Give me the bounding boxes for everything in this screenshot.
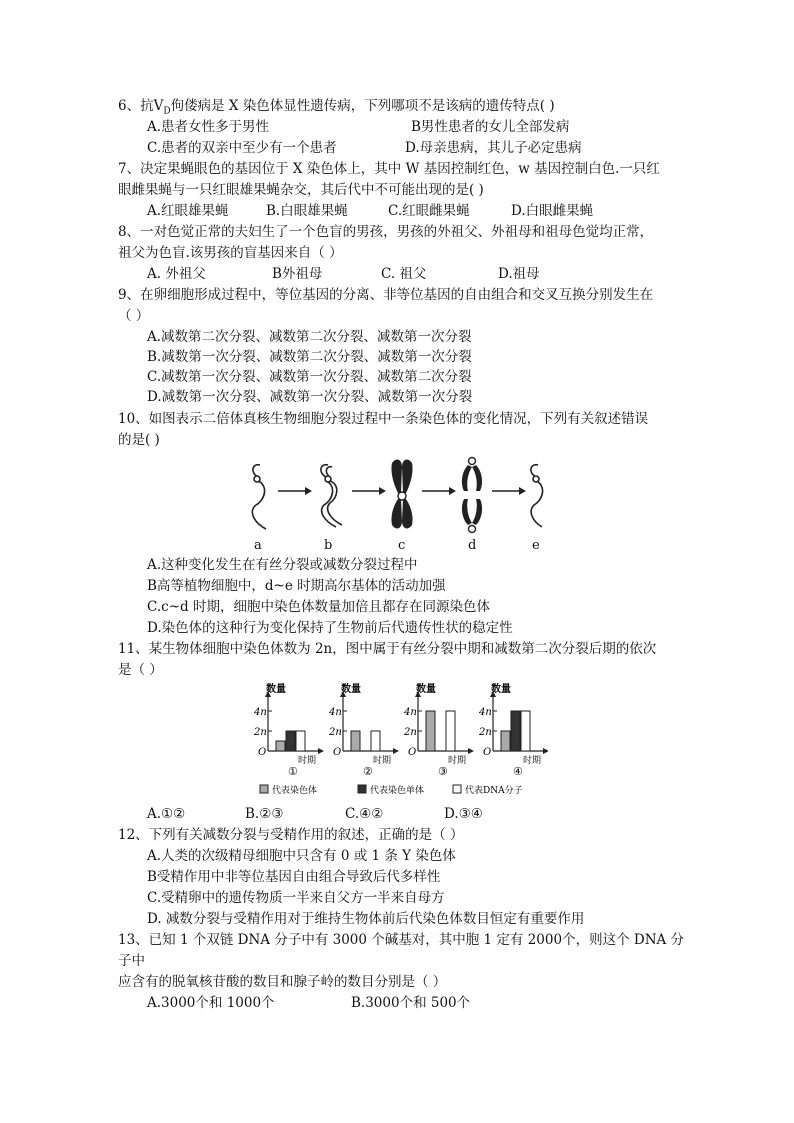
y-axis-label: 数量	[341, 684, 361, 695]
x-axis-arrow	[318, 748, 324, 754]
legend-label: 代表DNA分子	[465, 786, 523, 796]
q7-option-d[interactable]: D.白眼雌果蝇	[511, 203, 594, 219]
x-axis-label: 时期	[523, 756, 542, 766]
q6-option-c[interactable]: C.患者的双亲中至少有一个患者	[147, 140, 337, 156]
bar-④-0	[501, 731, 510, 751]
x-axis-label: 时期	[448, 756, 467, 766]
q9-option-c[interactable]: C.减数第一次分裂、减数第一次分裂、减数第二次分裂	[147, 369, 472, 385]
q13-option-b[interactable]: B.3000个和 500个	[351, 995, 471, 1011]
chromosome-c	[391, 460, 412, 529]
bar-chart-panels	[248, 683, 548, 798]
q8-option-b[interactable]: B外祖母	[272, 266, 323, 282]
legend-swatch	[453, 785, 461, 793]
q9-option-b[interactable]: B.减数第一次分裂、减数第二次分裂、减数第一次分裂	[147, 349, 472, 365]
q9-stem-line1: 9、在卵细胞形成过程中，等位基因的分离、非等位基因的自由组合和交叉互换分别发生在	[118, 287, 654, 303]
q8-stem-line2: 祖父为色盲.该男孩的盲基因来自（ ）	[118, 245, 343, 261]
bar-①-1	[286, 731, 295, 751]
q10-stem-line1: 10、如图表示二倍体真核生物细胞分裂过程中一条染色体的变化情况，下列有关叙述错误	[118, 411, 649, 427]
q7-stem-line2: 眼雌果蝇与一只红眼雄果蝇杂交，其后代中不可能出现的是( )	[118, 182, 484, 198]
q9-option-d[interactable]: D.减数第一次分裂、减数第一次分裂、减数第一次分裂	[147, 389, 473, 405]
q12-option-c[interactable]: C.受精卵中的遗传物质一半来自父方一半来自母方	[147, 890, 445, 906]
diagram-label-b: b	[324, 538, 333, 553]
origin-label: O	[333, 747, 342, 758]
q9-option-a[interactable]: A.减数第二次分裂、减数第二次分裂、减数第一次分裂	[147, 329, 472, 345]
q7-option-b[interactable]: B.白眼雄果蝇	[266, 203, 348, 219]
chromosome-d	[462, 458, 482, 533]
bar-②-0	[351, 731, 360, 751]
chromosome-diagram	[240, 455, 550, 553]
chromosome-b	[321, 465, 336, 527]
q11-option-b[interactable]: B.②③	[245, 806, 284, 822]
q10-option-b[interactable]: B高等植物细胞中，d~e 时期高尔基体的活动加强	[147, 578, 446, 594]
q12-option-b[interactable]: B受精作用中非等位基因自由组合导致后代多样性	[147, 869, 441, 885]
tick-4n: 4n	[479, 707, 492, 718]
q13-stem-line1: 13、已知 1 个双链 DNA 分子中有 3000 个碱基对，其中胞 1 定有 2000个，则这个 DNA 分	[118, 932, 685, 948]
x-axis-arrow	[468, 748, 474, 754]
q9-stem-line2: （ ）	[118, 308, 150, 324]
panel-label: ③	[438, 765, 448, 778]
q11-stem-line1: 11、某生物体细胞中染色体数为 2n，图中属于有丝分裂中期和减数第二次分裂后期的依次	[118, 641, 657, 657]
chromosome-e	[531, 465, 543, 527]
bar-②-2	[371, 731, 380, 751]
tick-4n: 4n	[404, 707, 417, 718]
q10-option-c[interactable]: C.c~d 时期，细胞中染色体数量加倍且都存在同源染色体	[147, 599, 490, 615]
legend-label: 代表染色体	[272, 786, 318, 796]
legend-swatch	[260, 785, 268, 793]
q7-option-c[interactable]: C.红眼雌果蝇	[388, 203, 470, 219]
tick-2n: 2n	[404, 727, 417, 738]
q11-option-c[interactable]: C.④②	[345, 806, 384, 822]
tick-4n: 4n	[329, 707, 342, 718]
panel-label: ②	[363, 765, 373, 778]
q6-stem: 6、抗$V_D$佝偻病是 X 染色体显性遗传病，下列哪项不是该病的遗传特点( )	[118, 98, 555, 117]
chromosome-a	[252, 465, 266, 529]
y-axis-label: 数量	[491, 684, 511, 695]
q8-stem-line1: 8、一对色觉正常的夫妇生了一个色盲的男孩，男孩的外祖父、外祖母和祖母色觉均正常，	[118, 224, 654, 240]
diagram-label-e: e	[532, 538, 540, 553]
legend-label: 代表染色单体	[370, 786, 425, 796]
bar-①-2	[296, 731, 305, 751]
q6-option-d[interactable]: D.母亲患病，其儿子必定患病	[405, 140, 582, 156]
q10-option-d[interactable]: D.染色体的这种行为变化保持了生物前后代遗传性状的稳定性	[147, 620, 513, 636]
q10-stem-line2: 的是( )	[118, 432, 160, 448]
q11-option-d[interactable]: D.③④	[444, 806, 483, 822]
q11-stem-line2: 是（ ）	[118, 662, 163, 678]
q10-option-a[interactable]: A.这种变化发生在有丝分裂或减数分裂过程中	[147, 557, 418, 573]
bar-③-0	[426, 711, 435, 751]
x-axis-label: 时期	[373, 756, 392, 766]
diagram-label-d: d	[468, 538, 477, 553]
tick-4n: 4n	[254, 707, 267, 718]
q7-stem-line1: 7、决定果蝇眼色的基因位于 X 染色体上，其中 W 基因控制红色，w 基因控制白色.一只红	[118, 161, 660, 177]
q12-option-d[interactable]: D. 减数分裂与受精作用对于维持生物体前后代染色体数目恒定有重要作用	[147, 911, 585, 927]
q6-option-b[interactable]: B男性患者的女儿全部发病	[411, 119, 570, 135]
q13-stem-line3: 应含有的脱氧核苷酸的数目和腺子岭的数目分别是（ ）	[118, 974, 447, 990]
q13-option-a[interactable]: A.3000个和 1000个	[147, 995, 275, 1011]
diagram-label-c: c	[398, 538, 406, 553]
bar-④-1	[511, 711, 520, 751]
tick-2n: 2n	[479, 727, 492, 738]
origin-label: O	[408, 747, 417, 758]
bar-④-2	[521, 711, 530, 751]
x-axis-arrow	[543, 748, 548, 754]
q6-option-a[interactable]: A.患者女性多于男性	[147, 119, 270, 135]
tick-2n: 2n	[254, 727, 267, 738]
tick-2n: 2n	[329, 727, 342, 738]
legend-swatch	[358, 785, 366, 793]
x-axis-arrow	[393, 748, 399, 754]
q7-option-a[interactable]: A.红眼雄果蝇	[147, 203, 229, 219]
q11-option-a[interactable]: A.①②	[147, 806, 186, 822]
panel-label: ④	[513, 765, 523, 778]
q8-option-a[interactable]: A. 外祖父	[147, 266, 206, 282]
q12-stem: 12、下列有关减数分裂与受精作用的叙述，正确的是（ ）	[118, 827, 464, 843]
y-axis-label: 数量	[266, 684, 286, 695]
q8-option-d[interactable]: D.祖母	[498, 266, 540, 282]
y-axis-label: 数量	[416, 684, 436, 695]
panel-label: ①	[288, 765, 298, 778]
origin-label: O	[258, 747, 267, 758]
q8-option-c[interactable]: C. 祖父	[381, 266, 427, 282]
x-axis-label: 时期	[298, 756, 317, 766]
diagram-label-a: a	[254, 538, 262, 553]
q12-option-a[interactable]: A.人类的次级精母细胞中只含有 0 或 1 条 Y 染色体	[147, 848, 456, 864]
origin-label: O	[483, 747, 492, 758]
bar-①-0	[276, 741, 285, 751]
q13-stem-line2: 子中	[118, 953, 145, 969]
bar-③-2	[446, 711, 455, 751]
